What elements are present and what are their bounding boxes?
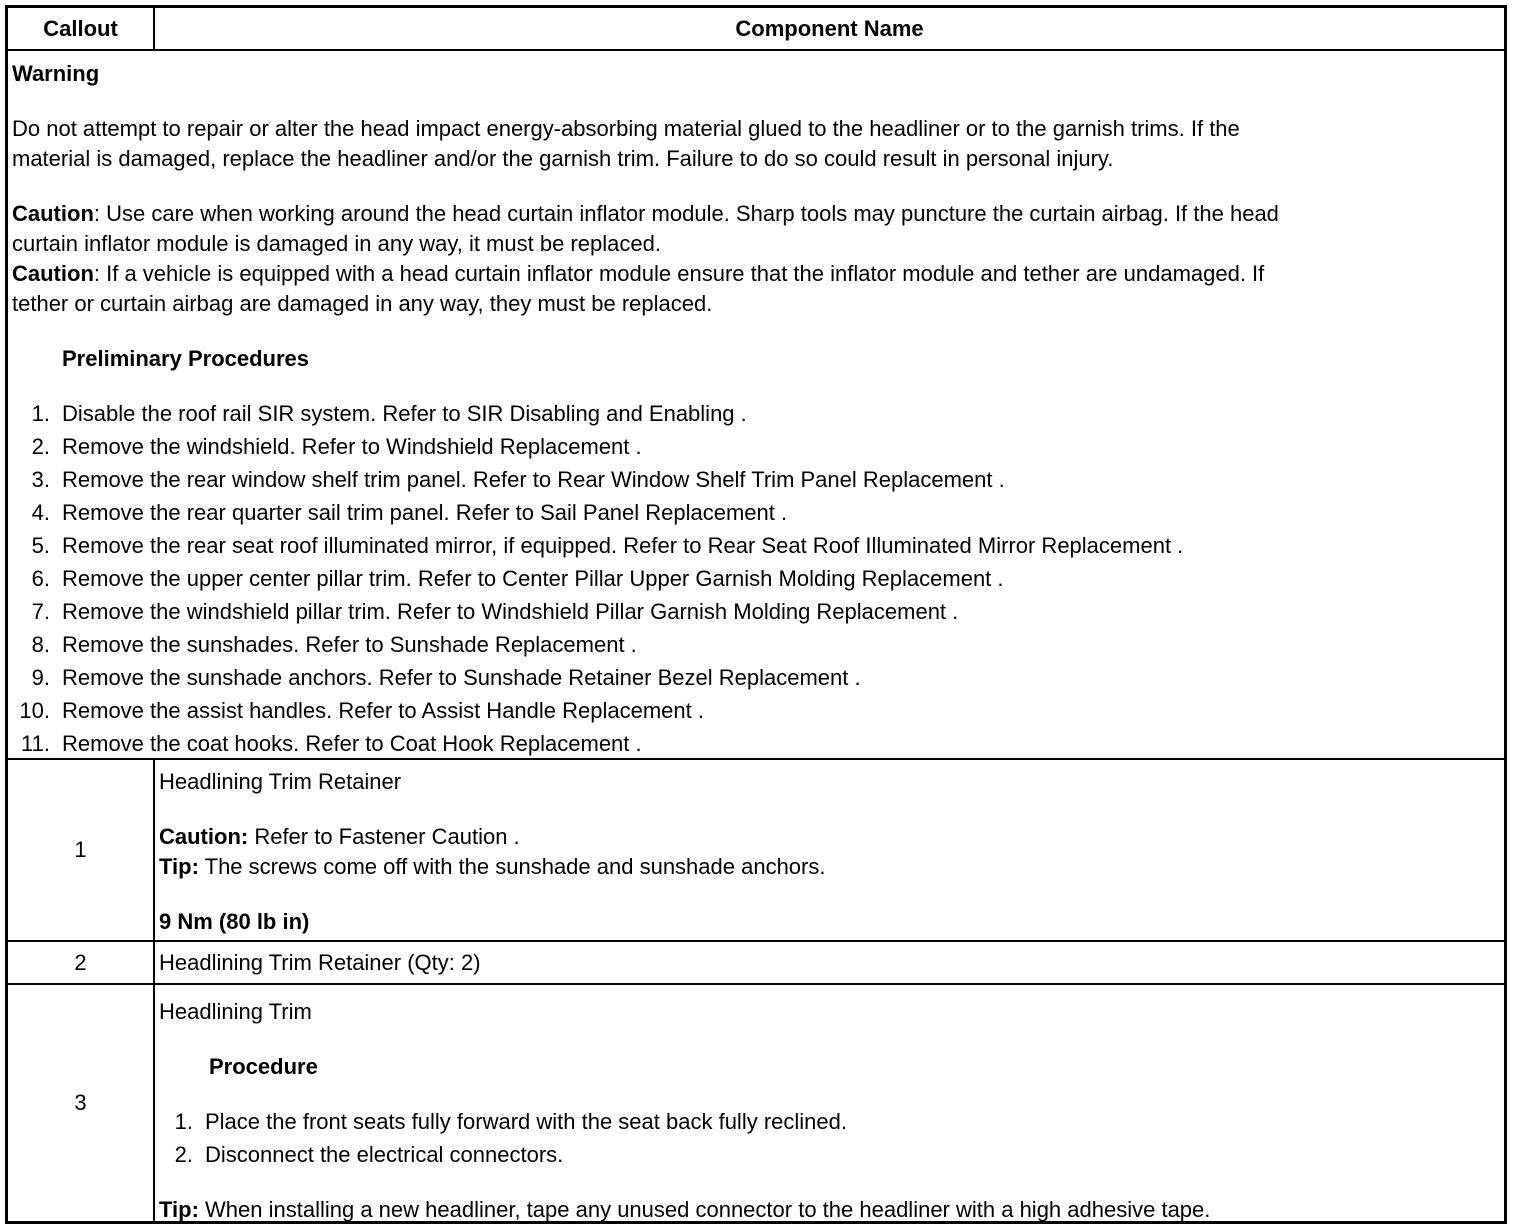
step-item: 5. Remove the rear seat roof illuminated mirror, if equipped. Refer to Rear Seat Roof Illuminated Mirror Replacement .: [31, 533, 1184, 558]
step-item: 2. Remove the windshield. Refer to Windshield Replacement .: [31, 434, 642, 459]
component-table: [5, 5, 1507, 1224]
component-cell: [155, 942, 1504, 983]
component-name-header: Component Name: [735, 16, 924, 41]
tip: Tip: The screws come off with the sunshade and sunshade anchors.: [159, 854, 826, 879]
component-name: Headlining Trim Retainer (Qty: 2): [159, 950, 481, 975]
tip: Tip: When installing a new headliner, tape any unused connector to the headliner with a high adhesive tape.: [159, 1197, 1211, 1222]
preliminary-section: [8, 51, 1504, 760]
table-row: [8, 985, 1504, 1221]
caution-1-text: : Use care when working around the head curtain inflator module. Sharp tools may puncture the curtain airbag. If the head: [93, 201, 1279, 226]
step-item: 1. Disable the roof rail SIR system. Refer to SIR Disabling and Enabling .: [31, 401, 747, 426]
step-item: 2. Disconnect the electrical connectors.: [174, 1142, 564, 1167]
torque-spec: 9 Nm (80 lb in): [159, 909, 310, 934]
step-item: 8. Remove the sunshades. Refer to Sunshade Replacement .: [31, 632, 637, 657]
table-header: [8, 8, 1504, 51]
step-item: 7. Remove the windshield pillar trim. Refer to Windshield Pillar Garnish Molding Replacement .: [31, 599, 959, 624]
step-item: 3. Remove the rear window shelf trim panel. Refer to Rear Window Shelf Trim Panel Replacement .: [31, 467, 1005, 492]
caution-2-text: : If a vehicle is equipped with a head curtain inflator module ensure that the inflator module and tether are undamaged. If: [93, 261, 1265, 286]
step-item: 4. Remove the rear quarter sail trim panel. Refer to Sail Panel Replacement .: [31, 500, 788, 525]
component-name: Headlining Trim: [159, 999, 312, 1024]
warning-text-line-2: material is damaged, replace the headliner and/or the garnish trim. Failure to do so could result in personal injury.: [12, 146, 1114, 171]
component-cell: [155, 760, 1504, 940]
callout-header: Callout: [8, 8, 155, 49]
step-item: 1. Place the front seats fully forward with the seat back fully reclined.: [174, 1109, 847, 1134]
warning-text-line-1: Do not attempt to repair or alter the head impact energy-absorbing material glued to the headliner or to the garnish trims. If the: [12, 116, 1240, 141]
callout-cell: 1: [8, 760, 155, 940]
step-item: 11. Remove the coat hooks. Refer to Coat Hook Replacement .: [21, 731, 642, 756]
caution-label: Caution: [12, 201, 94, 226]
step-item: 6. Remove the upper center pillar trim. Refer to Center Pillar Upper Garnish Molding Replacement .: [31, 566, 1004, 591]
step-item: 9. Remove the sunshade anchors. Refer to Sunshade Retainer Bezel Replacement .: [31, 665, 861, 690]
callout-cell: 2: [8, 942, 155, 983]
caution-1-line-2: curtain inflator module is damaged in any way, it must be replaced.: [12, 231, 661, 256]
component-name: Headlining Trim Retainer: [159, 769, 402, 794]
table-row: [8, 942, 1504, 985]
table-row: [8, 760, 1504, 942]
preliminary-procedures-title: Preliminary Procedures: [62, 346, 310, 371]
step-item: 10. Remove the assist handles. Refer to Assist Handle Replacement .: [19, 698, 704, 723]
fastener-caution: Caution: Refer to Fastener Caution .: [159, 824, 520, 849]
caution-1-line-1: [12, 201, 1279, 227]
caution-label: Caution: [12, 261, 94, 286]
caution-2-line-2: tether or curtain airbag are damaged in any way, they must be replaced.: [12, 291, 713, 316]
warning-title: Warning: [12, 61, 100, 86]
callout-cell: 3: [8, 985, 155, 1221]
caution-2-line-1: [12, 261, 1264, 287]
procedure-title: Procedure: [209, 1054, 318, 1079]
component-cell: [155, 985, 1504, 1221]
